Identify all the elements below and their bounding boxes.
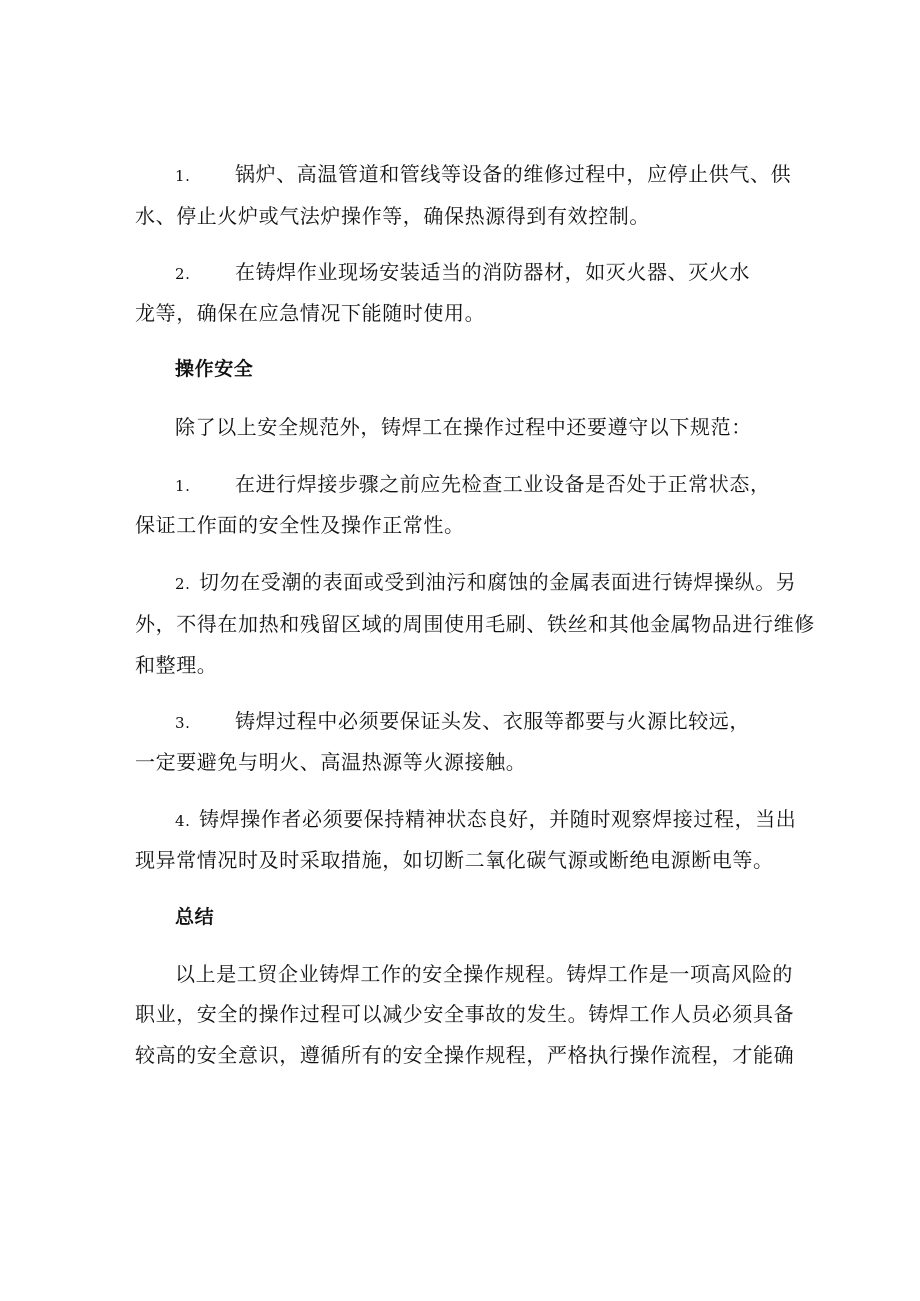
op-item-3-line-2: 一定要避免与明火、高温热源等火源接触。 [135,750,527,774]
list-number: 3. [175,714,191,732]
summary-line-1: 以上是工贸企业铸焊工作的安全操作规程。铸焊工作是一项高风险的 [175,962,793,986]
section-heading-summary: 总结 [175,906,215,928]
list-text: 在进行焊接步骤之前应先检查工业设备是否处于正常状态， [235,472,771,496]
list-text: 锅炉、高温管道和管线等设备的维修过程中，应停止供气、供 [235,162,792,186]
list-text: 铸焊过程中必须要保证头发、衣服等都要与火源比较远， [235,709,750,733]
summary-line-2: 职业，安全的操作过程可以减少安全事故的发生。铸焊工作人员必须具备 [135,1002,795,1026]
list-number: 2. [175,575,191,593]
op-item-2-line-2: 外，不得在加热和残留区域的周围使用毛刷、铁丝和其他金属物品进行维修 [135,612,815,636]
list-text: 在铸焊作业现场安装适当的消防器材，如灭火器、灭火水 [235,260,750,284]
op-item-1-line-1 [175,470,835,500]
list-number: 2. [175,265,191,283]
list-number: 1. [175,477,191,495]
list-text: 切勿在受潮的表面或受到油污和腐蚀的金属表面进行铸焊操纵。另 [199,570,797,594]
op-item-2-line-1 [175,568,835,598]
summary-line-3: 较高的安全意识，遵循所有的安全操作规程，严格执行操作流程，才能确 [135,1043,795,1067]
op-item-4-line-1 [175,805,835,835]
list-number: 4. [175,812,191,830]
list-number: 1. [175,167,191,185]
list-item-1-line-2: 水、停止火炉或气法炉操作等，确保热源得到有效控制。 [135,204,650,228]
list-text: 铸焊操作者必须要保持精神状态良好，并随时观察焊接过程，当出 [199,807,797,831]
section-heading-operation: 操作安全 [175,358,254,380]
op-item-1-line-2: 保证工作面的安全性及操作正常性。 [135,513,465,537]
intro-paragraph: 除了以上安全规范外，铸焊工在操作过程中还要遵守以下规范： [175,415,752,439]
list-item-1-line-1 [175,160,835,190]
list-item-2-line-2: 龙等，确保在应急情况下能随时使用。 [135,301,486,325]
list-item-2-line-1 [175,258,835,288]
op-item-2-line-3: 和整理。 [135,653,218,677]
op-item-3-line-1 [175,707,835,737]
op-item-4-line-2: 现异常情况时及时采取措施，如切断二氧化碳气源或断绝电源断电等。 [135,848,774,872]
